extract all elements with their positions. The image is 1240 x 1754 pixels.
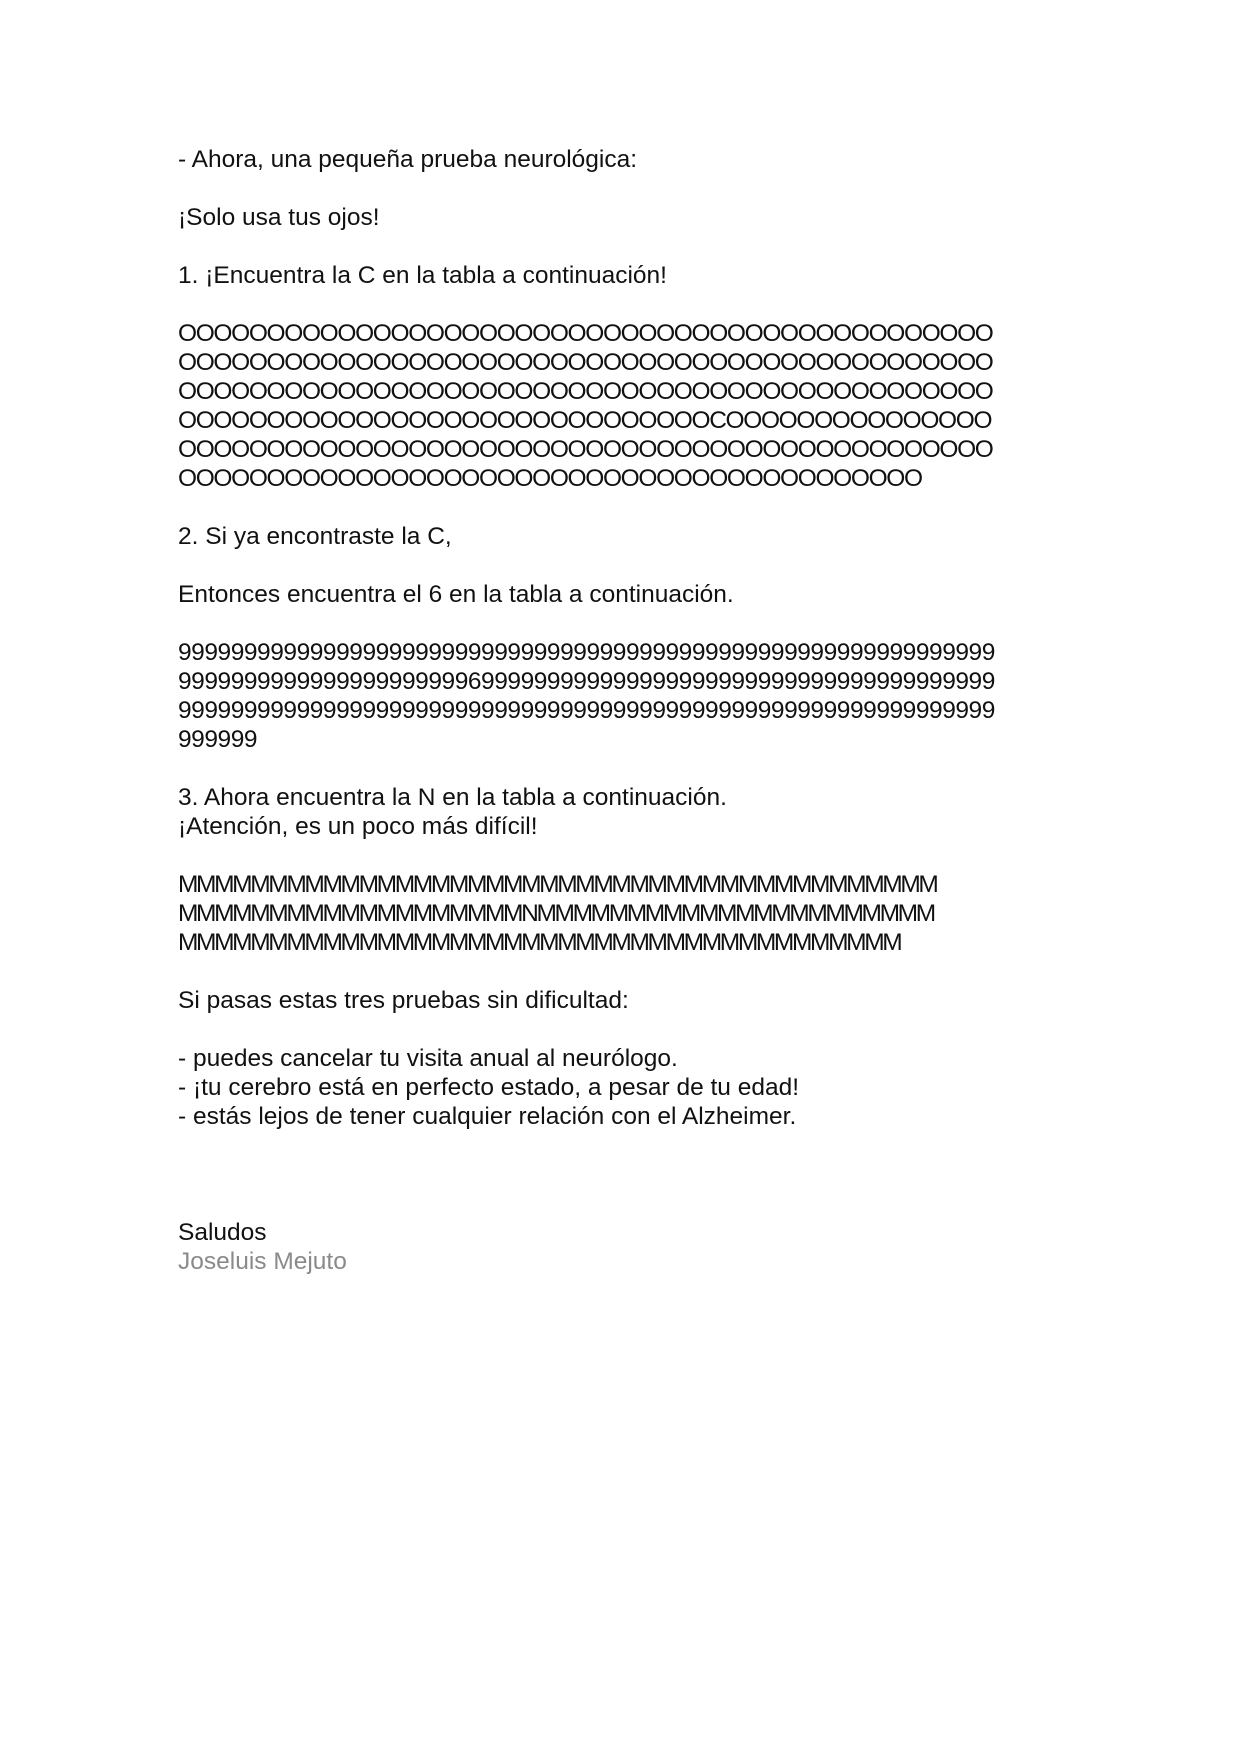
grid-row: OOOOOOOOOOOOOOOOOOOOOOOOOOOOOOOOOOOOOOOOOO: [178, 465, 922, 492]
grid-row: MMMMMMMMMMMMMMMMMMMMMMMMMMMMMMMMMMMMMMMM: [178, 929, 901, 956]
conclusion-item: - puedes cancelar tu visita anual al neurólogo.: [178, 1045, 678, 1072]
grid-row: OOOOOOOOOOOOOOOOOOOOOOOOOOOOOOOOOOOOOOOOOOOOOO: [178, 349, 993, 376]
intro-instruction: ¡Solo usa tus ojos!: [178, 204, 380, 231]
test3-instruction: 3. Ahora encuentra la N en la tabla a continuación.: [178, 784, 727, 811]
grid-row: 99999999999999999999996999999999999999999999999999999999999999: [178, 668, 995, 695]
grid-row: 99999999999999999999999999999999999999999999999999999999999999: [178, 697, 995, 724]
grid-row: 999999: [178, 726, 258, 753]
grid-row: OOOOOOOOOOOOOOOOOOOOOOOOOOOOOOOOOOOOOOOOOOOOOO: [178, 320, 993, 347]
test2-line1: 2. Si ya encontraste la C,: [178, 523, 452, 550]
test2-instruction: Entonces encuentra el 6 en la tabla a continuación.: [178, 581, 734, 608]
test1-instruction: 1. ¡Encuentra la C en la tabla a continuación!: [178, 262, 667, 289]
letter-grid-c: [178, 319, 1078, 493]
conclusion-item: - estás lejos de tener cualquier relación con el Alzheimer.: [178, 1103, 797, 1130]
grid-row: OOOOOOOOOOOOOOOOOOOOOOOOOOOOOOOOOOOOOOOOOOOOOO: [178, 436, 993, 463]
number-grid-6: [178, 638, 1078, 754]
document-page: [178, 145, 1078, 1276]
grid-row: OOOOOOOOOOOOOOOOOOOOOOOOOOOOOOOOOOOOOOOOOOOOOO: [178, 378, 993, 405]
intro-line: - Ahora, una pequeña prueba neurológica:: [178, 146, 638, 173]
grid-row: MMMMMMMMMMMMMMMMMMMNMMMMMMMMMMMMMMMMMMMMMM: [178, 900, 934, 927]
conclusion-intro: Si pasas estas tres pruebas sin dificultad:: [178, 987, 629, 1014]
grid-row: MMMMMMMMMMMMMMMMMMMMMMMMMMMMMMMMMMMMMMMMMM: [178, 871, 937, 898]
grid-row: OOOOOOOOOOOOOOOOOOOOOOOOOOOOOOCOOOOOOOOOOOOOOO: [178, 407, 992, 434]
test3-warning: ¡Atención, es un poco más difícil!: [178, 813, 538, 840]
grid-row: 99999999999999999999999999999999999999999999999999999999999999: [178, 639, 995, 666]
signature-greeting: Saludos: [178, 1219, 267, 1246]
signature-name: Joseluis Mejuto: [178, 1248, 347, 1275]
conclusion-item: - ¡tu cerebro está en perfecto estado, a pesar de tu edad!: [178, 1074, 800, 1101]
letter-grid-n: [178, 870, 1078, 957]
signature-block: [178, 1218, 1078, 1276]
